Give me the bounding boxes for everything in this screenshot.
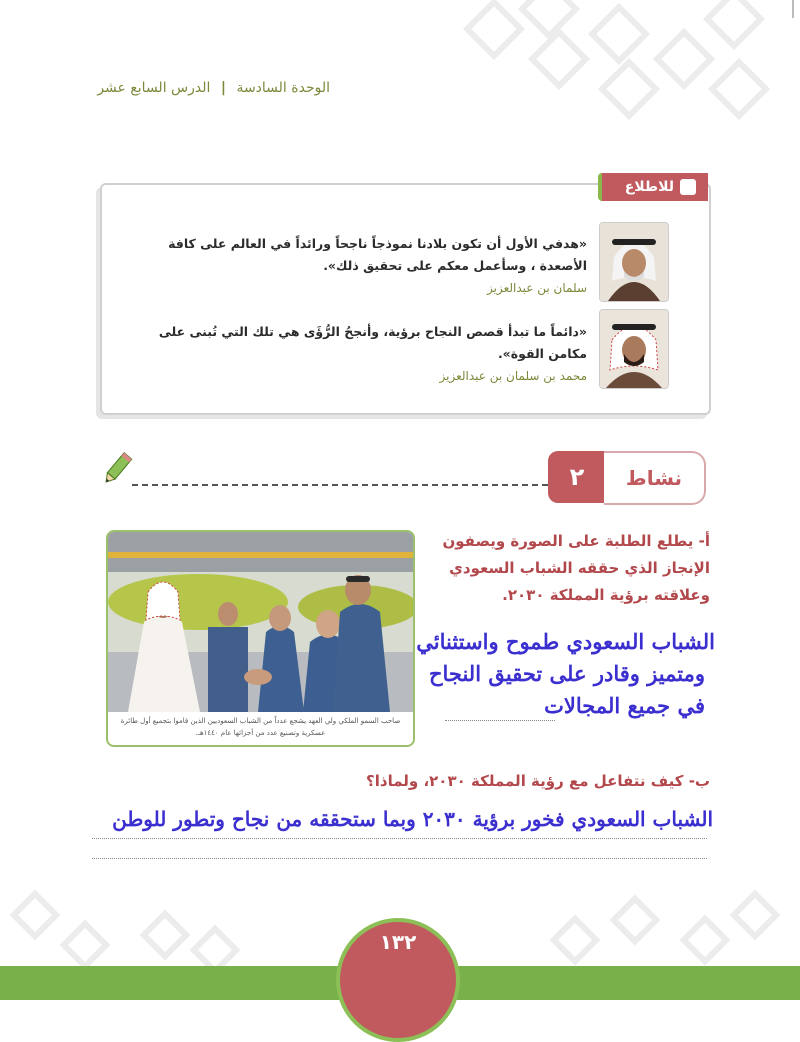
photo-caption: صاحب السمو الملكي ولي العهد يشجع عدداً من الشباب السعوديين الذين قاموا بتجميع أول طائرة عسكرية وتصنيع عدد من أجزائها عام ١٤٤٠هـ. [120, 717, 401, 737]
question-b: ب- كيف نتفاعل مع رؤية المملكة ٢٠٣٠، ولماذا؟ [366, 772, 710, 790]
answer-a-dotted-line [445, 720, 555, 721]
info-tab [598, 173, 708, 201]
unit-title: الوحدة السادسة [236, 80, 330, 96]
header-separator: | [220, 80, 226, 96]
activity-number: ٢ [548, 451, 606, 503]
page-header [90, 80, 330, 96]
pencil-icon [100, 452, 134, 486]
answer-b-dotted-line-2 [92, 858, 707, 859]
answer-b-dotted-line-1 [92, 838, 707, 839]
info-box [100, 183, 711, 415]
quote-crown-prince [142, 321, 587, 387]
crown-prince-portrait [599, 309, 669, 389]
answer-a-line-1: الشباب السعودي طموح واستثنائي [416, 629, 715, 654]
activity-photo [106, 530, 415, 747]
quote-crown-prince-author: محمد بن سلمان بن عبدالعزيز [439, 369, 587, 383]
answer-b: الشباب السعودي فخور برؤية ٢٠٣٠ وبما ستحققه من نجاح وتطور للوطن [112, 807, 713, 831]
answer-a-line-2: ومتميز وقادر على تحقيق النجاح [428, 661, 705, 686]
answer-a-line-3: في جميع المجالات [544, 693, 705, 718]
king-portrait [599, 222, 669, 302]
answer-a [415, 626, 715, 722]
reading-icon [680, 179, 696, 195]
quote-king [142, 233, 587, 299]
quote-king-text: «هدفي الأول أن تكون بلادنا نموذجاً ناجحاً ورائداً في العالم على كافة الأصعدة ، وسأعمل معكم على تحقيق ذلك». [168, 236, 587, 273]
activity-divider [132, 484, 548, 486]
quote-king-author: سلمان بن عبدالعزيز [487, 281, 587, 295]
activity-heading [548, 451, 706, 503]
lesson-title: الدرس السابع عشر [97, 80, 211, 96]
activity-label: نشاط [604, 451, 706, 505]
info-tab-label: للاطلاع [624, 179, 674, 195]
page-number: ١٣٢ [379, 930, 417, 954]
portrait-king-image [600, 223, 668, 301]
portrait-crown-prince-image [600, 310, 668, 388]
quote-crown-prince-text: «دائماً ما تبدأ قصص النجاح برؤية، وأنجحُ الرُّؤَى هي تلك التي تُبنى على مكامن القوة». [158, 324, 587, 361]
photo-image [108, 532, 413, 712]
question-a: أ- يطلع الطلبة على الصورة ويصفون الإنجاز الذي حققه الشباب السعودي وعلاقته برؤية المملكة ٢٠٣٠. [442, 532, 710, 604]
